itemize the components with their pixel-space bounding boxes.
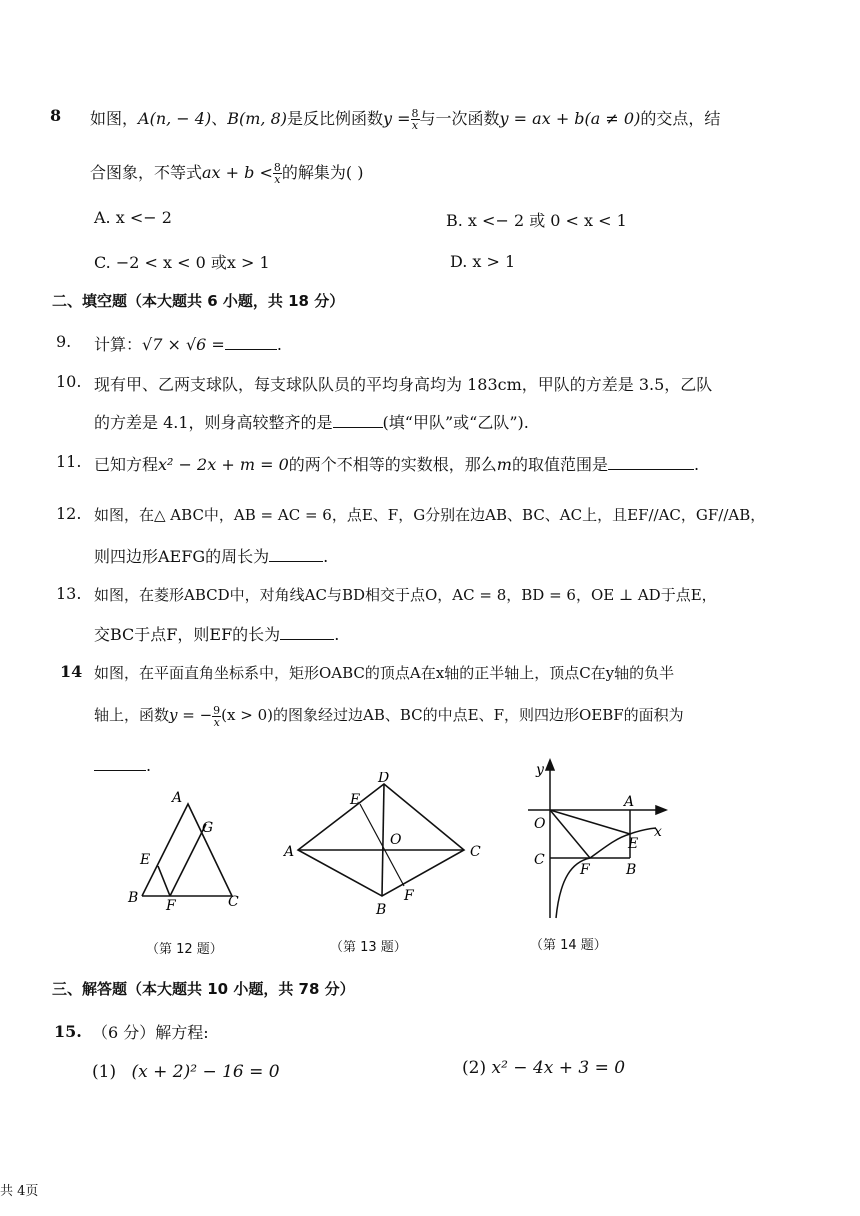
text: 、 xyxy=(211,109,228,128)
text: 交BC于点F，则EF的长为 xyxy=(94,625,281,644)
label-o: O xyxy=(390,832,402,848)
question-13-line-1: 如图，在菱形ABCD中，对角线AC与BD相交于点O，AC = 8，BD = 6，OE ⊥ AD于点E， xyxy=(94,586,717,604)
question-9 xyxy=(94,332,282,355)
figure-14-caption: （第 14 题） xyxy=(530,938,607,953)
label-b: B xyxy=(376,902,387,918)
math-expr: B(m, 8) xyxy=(227,109,287,128)
question-15-number: 15. xyxy=(54,1022,82,1041)
text: 则四边形AEFG的周长为 xyxy=(94,547,270,566)
text: 与一次函数 xyxy=(419,109,500,128)
label-b: B xyxy=(128,890,139,906)
math-expr: y = ax + b(a ≠ 0) xyxy=(499,109,641,128)
question-10-line-2 xyxy=(94,410,529,433)
question-15-intro: （6 分）解方程: xyxy=(92,1023,209,1042)
text: 合图象，不等式 xyxy=(90,163,203,182)
answer-blank[interactable] xyxy=(269,547,323,562)
question-10-line-1: 现有甲、乙两支球队，每支球队队员的平均身高均为 183cm，甲队的方差是 3.5，乙队 xyxy=(94,375,713,394)
question-8-line-1 xyxy=(90,106,720,131)
option-a: A. x <− 2 xyxy=(94,208,172,227)
rhombus-abcd xyxy=(298,784,464,896)
x-axis-arrow xyxy=(656,806,666,814)
math-expr: A(n, − 4) xyxy=(138,109,212,128)
question-15-part-1 xyxy=(92,1062,280,1082)
label-f: F xyxy=(580,862,590,878)
text: 轴上，函数 xyxy=(94,706,170,724)
label-d: D xyxy=(378,772,390,786)
question-13-line-2 xyxy=(94,622,339,645)
part-label: (2) xyxy=(462,1058,487,1078)
label-e: E xyxy=(140,852,151,868)
question-14-number: 14 xyxy=(60,662,83,681)
hyperbola-curve xyxy=(556,828,656,918)
answer-blank[interactable] xyxy=(333,413,383,428)
question-10-number: 10. xyxy=(56,372,82,391)
answer-blank[interactable] xyxy=(94,756,146,771)
text: . xyxy=(693,455,700,474)
segment-fg xyxy=(170,824,206,896)
text: . xyxy=(146,756,152,775)
text: 的解集为( ) xyxy=(281,163,364,182)
question-8 xyxy=(50,106,61,125)
segment-ef xyxy=(158,866,170,896)
triangle-abc xyxy=(142,804,232,896)
fraction-denominator: x xyxy=(213,715,220,729)
text: 是反比例函数 xyxy=(286,109,383,128)
text: 如图， xyxy=(90,109,139,128)
fraction xyxy=(212,705,221,728)
text: (x > 0)的图象经过边AB、BC的中点E、F，则四边形OEBF的面积为 xyxy=(221,706,684,724)
page-footer: 共 4页 xyxy=(0,1184,39,1199)
question-9-number: 9. xyxy=(56,332,72,351)
question-8-line-2 xyxy=(90,160,363,185)
option-c: C. −2 < x < 0 或x > 1 xyxy=(94,253,270,272)
question-12-line-2 xyxy=(94,544,328,567)
answer-blank[interactable] xyxy=(608,455,694,470)
segment-of xyxy=(550,810,590,858)
fraction xyxy=(273,162,282,185)
figure-14 xyxy=(520,758,680,928)
question-11 xyxy=(94,452,699,475)
text: 的方差是 4.1，则身高较整齐的是 xyxy=(94,413,333,432)
question-12-line-1: 如图，在△ ABC中，AB = AC = 6，点E、F，G分别在边AB、BC、AC上，且EF//AC，GF//AB， xyxy=(94,506,766,524)
label-a: A xyxy=(284,844,295,860)
label-o: O xyxy=(534,816,546,832)
math-expr: y = − xyxy=(169,706,213,724)
answer-blank[interactable] xyxy=(225,335,277,350)
text: 的取值范围是 xyxy=(511,455,608,474)
label-c: C xyxy=(470,844,481,860)
question-14-line-3 xyxy=(94,756,151,775)
fraction-numerator: 9 xyxy=(213,703,221,717)
option-d: D. x > 1 xyxy=(450,252,516,271)
figure-13 xyxy=(278,772,488,922)
label-y: y xyxy=(536,762,544,778)
label-g: G xyxy=(202,820,214,836)
text: 计算： xyxy=(94,335,143,354)
figure-12 xyxy=(120,782,250,912)
fraction-denominator: x xyxy=(411,119,419,132)
fraction-numerator: 8 xyxy=(411,107,419,120)
math-expr: x² − 4x + 3 = 0 xyxy=(491,1058,626,1078)
figure-13-caption: （第 13 题） xyxy=(330,940,407,955)
question-14-line-2 xyxy=(94,704,684,728)
diagonal-bd xyxy=(382,784,384,896)
math-expr: √7 × √6 = xyxy=(142,335,225,354)
math-expr: x² − 2x + m = 0 xyxy=(158,455,289,474)
text: (填“甲队”或“乙队”). xyxy=(382,413,529,432)
math-expr: y = xyxy=(383,109,411,128)
label-f: F xyxy=(404,888,414,904)
fraction-numerator: 8 xyxy=(273,161,281,174)
part-label: (1) xyxy=(92,1062,117,1082)
segment-oe xyxy=(550,810,630,834)
label-x: x xyxy=(654,824,662,840)
section-heading-fill-in: 二、填空题（本大题共 6 小题，共 18 分） xyxy=(52,292,345,310)
text: . xyxy=(323,547,329,566)
question-13-number: 13. xyxy=(56,584,82,603)
text: 已知方程 xyxy=(94,455,159,474)
text: . xyxy=(276,335,282,354)
question-11-number: 11. xyxy=(56,452,82,471)
text: . xyxy=(334,625,340,644)
label-c: C xyxy=(228,894,239,910)
y-axis-arrow xyxy=(546,760,554,770)
label-a: A xyxy=(172,790,183,806)
text: 的交点，结 xyxy=(640,109,721,128)
figure-12-caption: （第 12 题） xyxy=(146,942,223,957)
question-12-number: 12. xyxy=(56,504,82,523)
label-e: E xyxy=(350,792,361,808)
question-14-line-1: 如图，在平面直角坐标系中，矩形OABC的顶点A在x轴的正半轴上，顶点C在y轴的负半 xyxy=(94,664,675,682)
fraction xyxy=(411,108,420,131)
math-expr: (x + 2)² − 16 = 0 xyxy=(131,1062,280,1082)
math-var: m xyxy=(496,455,512,474)
label-b: B xyxy=(626,862,637,878)
label-e: E xyxy=(628,836,639,852)
option-b: B. x <− 2 或 0 < x < 1 xyxy=(446,211,627,230)
label-f: F xyxy=(166,898,176,912)
label-a: A xyxy=(624,794,635,810)
section-heading-answer: 三、解答题（本大题共 10 小题，共 78 分） xyxy=(52,980,355,998)
math-expr: ax + b < xyxy=(202,163,273,182)
label-c: C xyxy=(534,852,545,868)
question-number: 8 xyxy=(50,106,62,125)
answer-blank[interactable] xyxy=(280,625,334,640)
fraction-denominator: x xyxy=(274,173,281,186)
text: 的两个不相等的实数根，那么 xyxy=(288,455,497,474)
question-15-part-2 xyxy=(462,1058,625,1078)
